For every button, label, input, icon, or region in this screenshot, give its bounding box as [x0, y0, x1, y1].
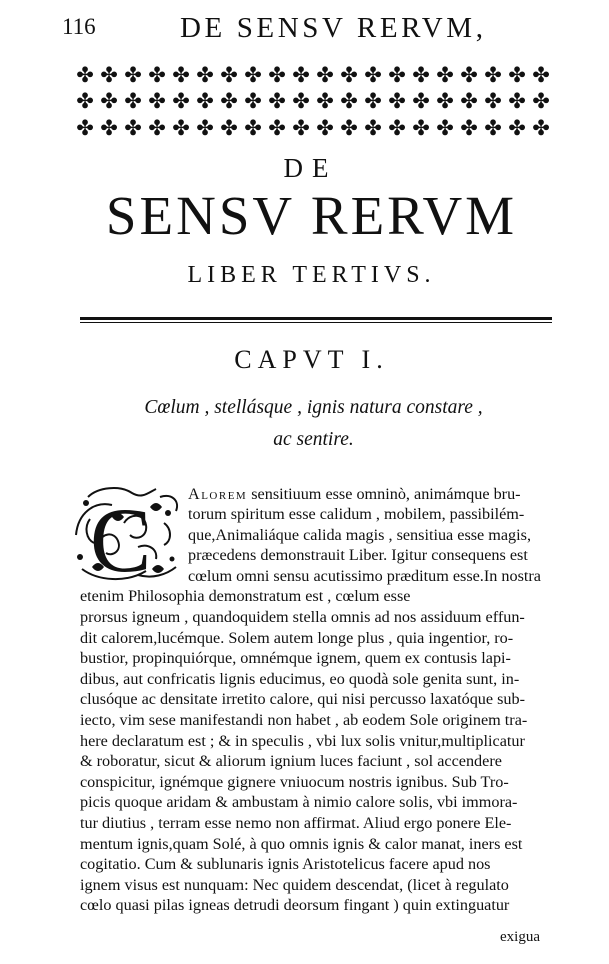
fleuron-icon: ✤ [196, 62, 214, 87]
text-line: dibus, aut confricatis lignis educimus, eo quodà sole genita sunt, in- [80, 669, 520, 688]
text-line: clusóque ac densitate irretito calore, qui nisi percusso laxatóque sub- [80, 690, 526, 709]
fleuron-icon: ✤ [148, 89, 166, 114]
divider-thick [80, 317, 552, 320]
book-title: SENSV RERVM [105, 185, 518, 246]
chapter-heading: CAPVT I. [234, 345, 389, 374]
fleuron-icon: ✤ [292, 116, 310, 141]
fleuron-icon: ✤ [364, 62, 382, 87]
fleuron-icon: ✤ [124, 116, 142, 141]
text-line: præcedens demonstrauit Liber. Igitur consequens est [188, 546, 528, 565]
fleuron-icon: ✤ [460, 89, 478, 114]
fleuron-icon: ✤ [316, 116, 334, 141]
fleuron-icon: ✤ [148, 62, 166, 87]
fleuron-icon: ✤ [340, 116, 358, 141]
fleuron-icon: ✤ [100, 89, 118, 114]
text-line: dit calorem,lucémque. Solem autem longe plus , quia ingentior, ro- [80, 628, 514, 647]
fleuron-icon: ✤ [316, 89, 334, 114]
divider-thin [80, 322, 552, 323]
fleuron-icon: ✤ [148, 116, 166, 141]
fleuron-icon: ✤ [100, 62, 118, 87]
fleuron-icon: ✤ [388, 89, 406, 114]
text-line: iecto, vim sese manifestandi non habet , ab eodem Sole originem tra- [80, 711, 528, 729]
fleuron-icon: ✤ [388, 116, 406, 141]
fleuron-icon: ✤ [436, 116, 454, 141]
fleuron-icon: ✤ [412, 116, 430, 141]
fleuron-icon: ✤ [340, 62, 358, 87]
text-line: cogitatio. Cum & sublunaris ignis Aristotelicus facere apud nos [80, 855, 491, 874]
fleuron-icon: ✤ [508, 62, 526, 87]
fleuron-icon: ✤ [100, 116, 118, 141]
fleuron-icon: ✤ [220, 89, 238, 114]
text-line: torum spiritum esse calidum , mobilem, passibilém- [188, 505, 525, 523]
catchword: exigua [500, 929, 540, 945]
fleuron-icon: ✤ [196, 89, 214, 114]
fleuron-icon: ✤ [508, 89, 526, 114]
text-line: picis quoque aridam & ambustam à nimio calore solis, vbi immora- [80, 793, 518, 812]
fleuron-icon: ✤ [292, 62, 310, 87]
book-subtitle: LIBER TERTIVS. [187, 262, 436, 288]
fleuron-icon: ✤ [436, 89, 454, 114]
text-line-first [188, 484, 521, 504]
fleuron-icon: ✤ [508, 116, 526, 141]
fleuron-icon: ✤ [484, 89, 502, 114]
fleuron-icon: ✤ [268, 62, 286, 87]
fleuron-icon: ✤ [364, 116, 382, 141]
fleuron-icon: ✤ [76, 89, 94, 114]
caption-line: Cœlum , stellásque , ignis natura constare , [144, 397, 483, 418]
fleuron-icon: ✤ [388, 62, 406, 87]
fleuron-icon: ✤ [76, 62, 94, 87]
running-title: DE SENSV RERVM, [180, 12, 487, 44]
fleuron-icon: ✤ [268, 89, 286, 114]
text-line: & roboratur, sicut & aliorum ignium luces faciunt , sol accendere [80, 752, 502, 771]
text-line: conspicitur, ignémque gignere vniuocum nostris ignibus. Sub Tro- [80, 772, 509, 791]
fleuron-icon: ✤ [532, 116, 550, 141]
fleuron-icon: ✤ [460, 62, 478, 87]
fleuron-icon: ✤ [244, 89, 262, 114]
text-line: tur diutius , terram esse nemo non affirmat. Aliud ergo ponere Ele- [80, 814, 512, 832]
title-de: DE [283, 153, 338, 183]
text-line: ignem visus est nunquam: Nec quidem descendat, (licet à regulato [80, 875, 509, 894]
page-number: 116 [62, 14, 96, 39]
fleuron-icon: ✤ [172, 62, 190, 87]
decorated-initial-icon [68, 483, 186, 587]
fleuron-icon: ✤ [412, 62, 430, 87]
fleuron-icon: ✤ [244, 116, 262, 141]
text-line: here declaratum est ; & in speculis , vbi lux solis vnitur,multiplicatur [80, 731, 525, 750]
fleuron-icon: ✤ [412, 89, 430, 114]
fleuron-icon: ✤ [340, 89, 358, 114]
fleuron-icon: ✤ [172, 116, 190, 141]
text-line: prorsus igneum , quandoquidem stella omnis ad nos assiduum effun- [80, 608, 525, 626]
initial-letter: C [90, 489, 152, 587]
fleuron-icon: ✤ [172, 89, 190, 114]
chapter-caption [0, 392, 609, 456]
fleuron-icon: ✤ [316, 62, 334, 87]
fleuron-icon: ✤ [220, 116, 238, 141]
text-line: bustior, propinquiórque, omnémque ignem, quem ex contusis lapi- [80, 649, 511, 668]
fleuron-icon: ✤ [364, 89, 382, 114]
running-head [62, 10, 569, 42]
fleuron-icon: ✤ [76, 116, 94, 141]
text-line: cœlo quasi pilas igneas detrudi deorsum fingant ) quin extinguatur [80, 896, 510, 915]
fleuron-icon: ✤ [436, 62, 454, 87]
fleuron-icon: ✤ [124, 62, 142, 87]
fleuron-icon: ✤ [196, 116, 214, 141]
fleuron-icon: ✤ [124, 89, 142, 114]
caption-line: ac sentire. [273, 429, 354, 450]
first-word: Alorem [188, 485, 248, 503]
fleuron-icon: ✤ [532, 89, 550, 114]
fleuron-icon: ✤ [268, 116, 286, 141]
text-line: etenim Philosophia demonstratum est , cœlum esse [80, 587, 411, 606]
first-line-rest: sensitiuum esse omninò, animámque bru- [247, 485, 521, 503]
fleuron-icon: ✤ [460, 116, 478, 141]
fleuron-icon: ✤ [484, 62, 502, 87]
text-line: que,Animaliáque calida magis , sensitiua esse magis, [188, 525, 531, 544]
fleuron-band-icon [73, 62, 553, 142]
fleuron-icon: ✤ [244, 62, 262, 87]
fleuron-icon: ✤ [220, 62, 238, 87]
fleuron-icon: ✤ [292, 89, 310, 114]
fleuron-icon: ✤ [484, 116, 502, 141]
text-line: mentum ignis,quam Solé, à quo omnis ignis & calor manat, iners est [80, 834, 523, 853]
fleuron-icon: ✤ [532, 62, 550, 87]
text-line: cœlum omni sensu acutissimo præditum esse.In nostra [188, 566, 541, 585]
